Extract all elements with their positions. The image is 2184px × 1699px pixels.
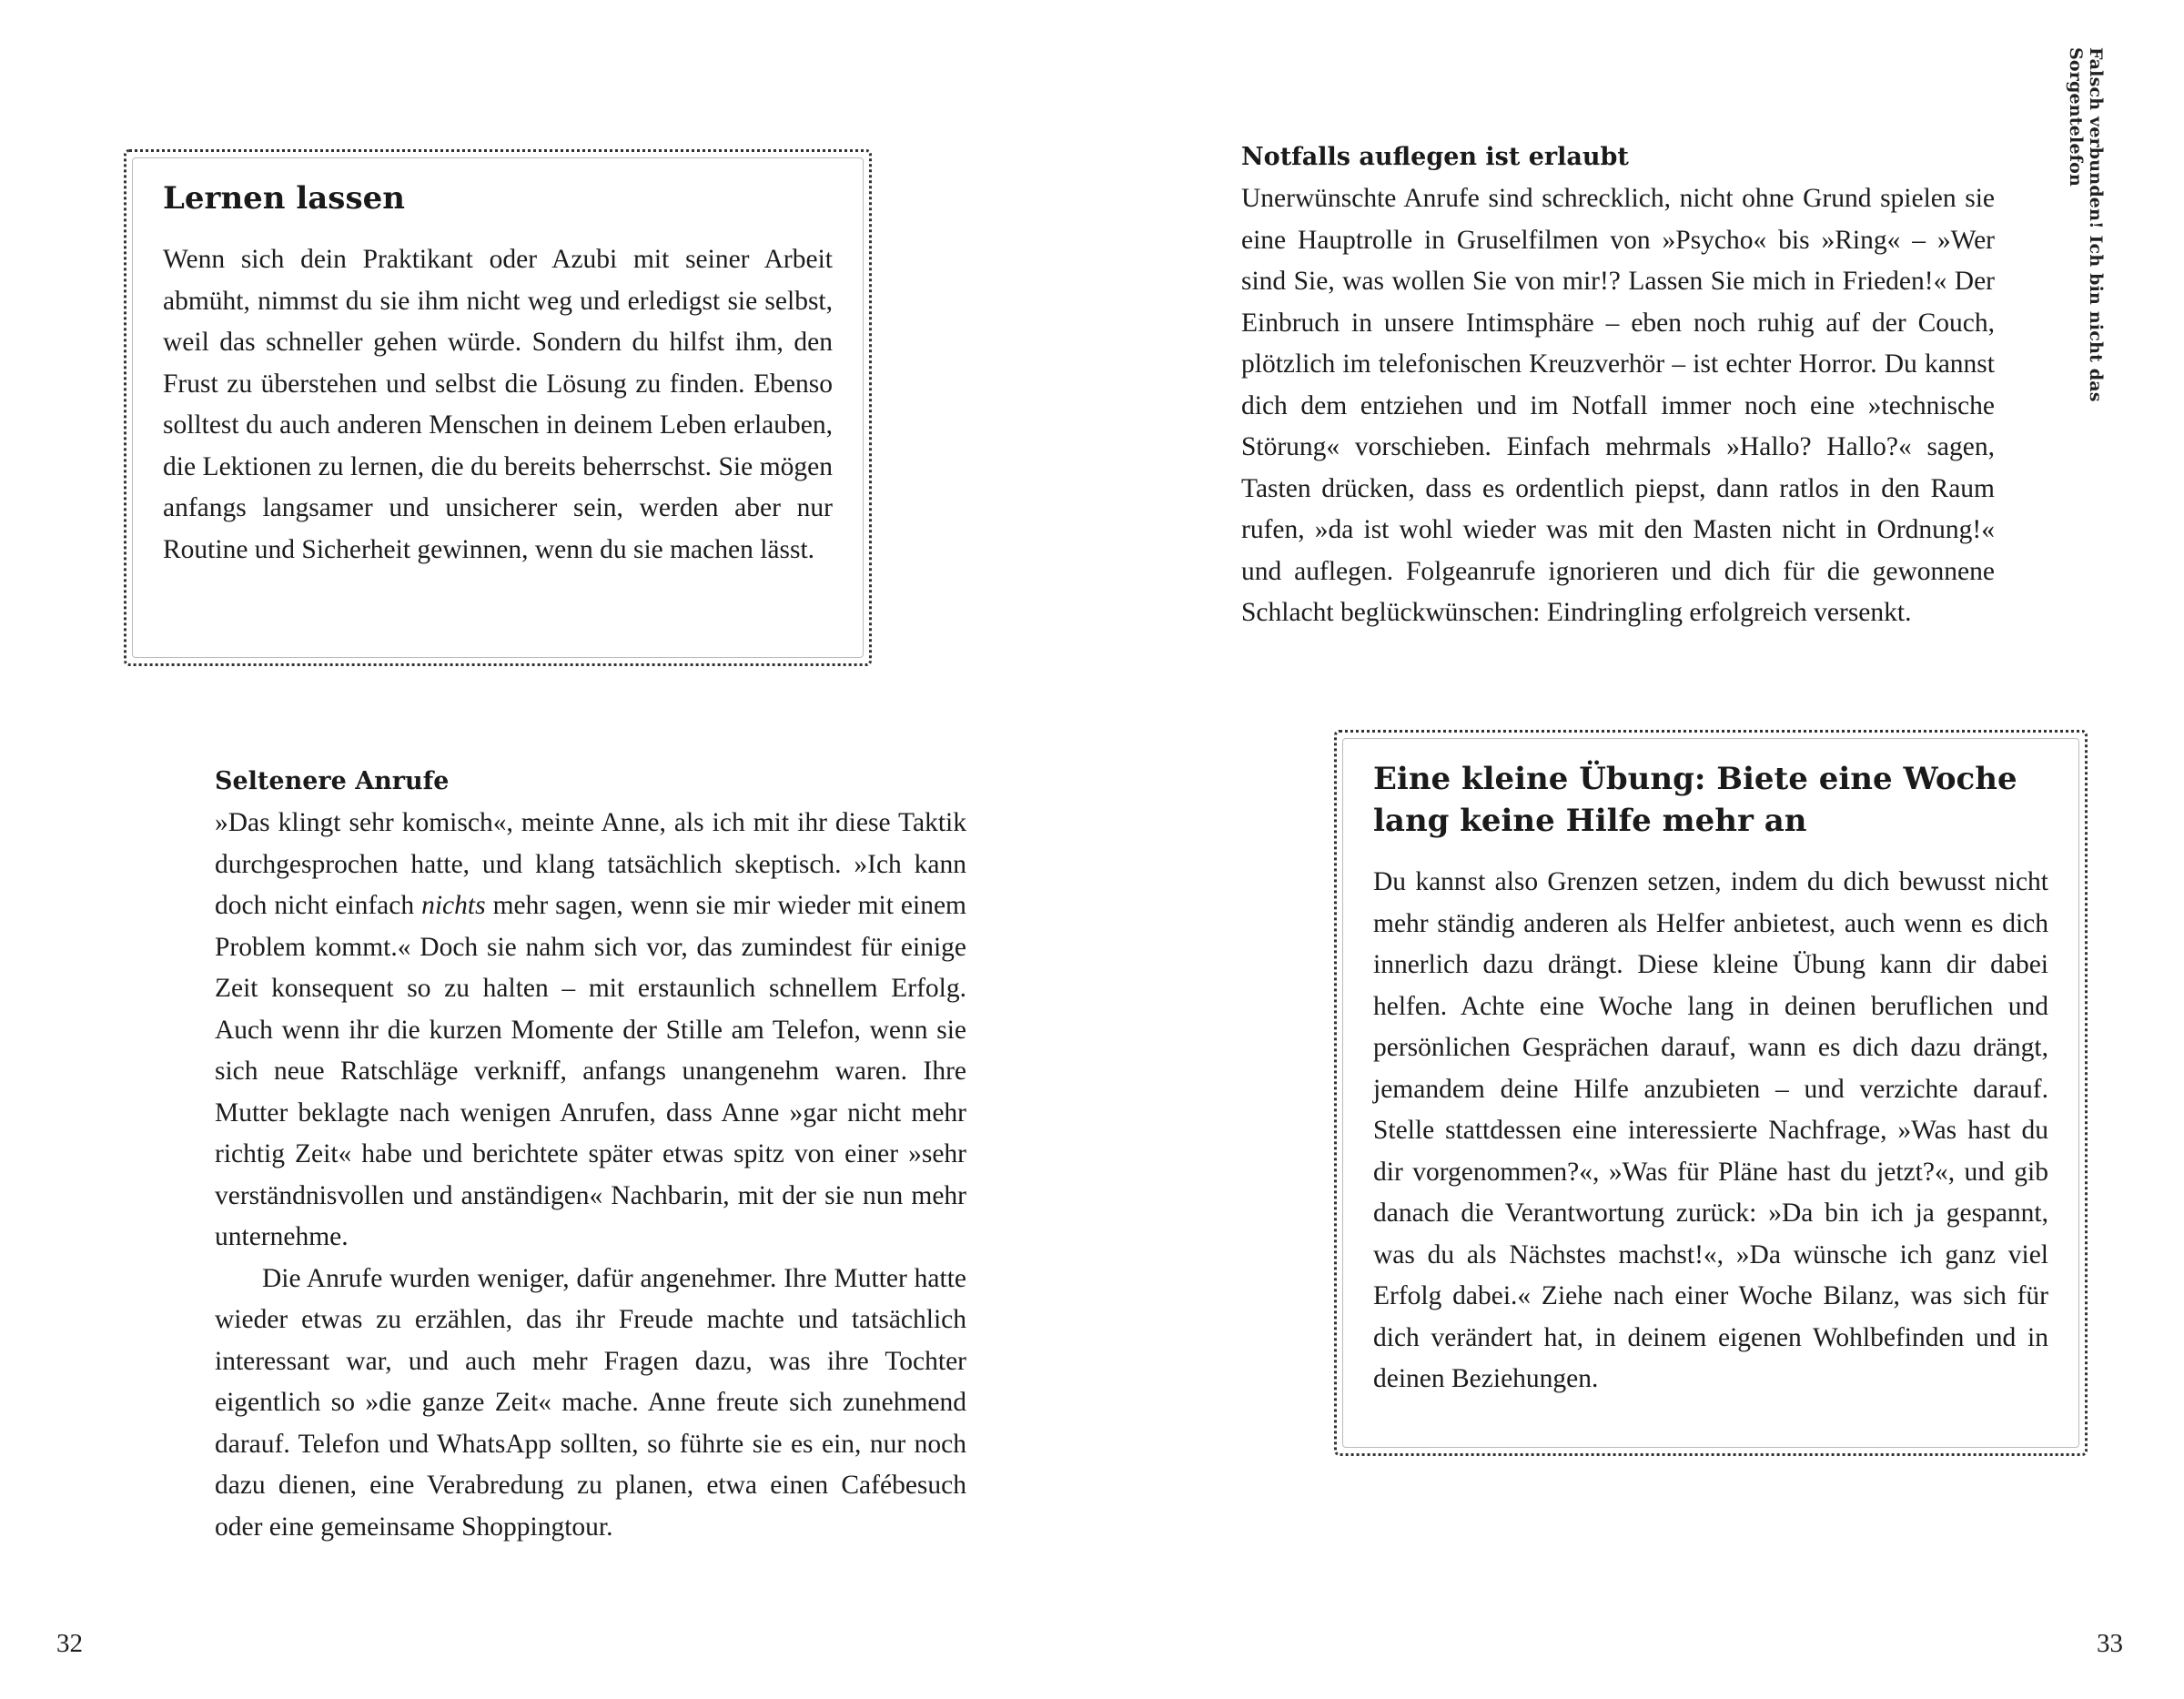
tip-box-title: Lernen lassen xyxy=(163,180,405,217)
body-paragraph: Unerwünschte Anrufe sind schrecklich, nicht ohne Grund spielen sie eine Hauptrolle in Gruselfilmen von »Psycho« bis »Ring« – »Wer sind Sie, was wollen Sie von mir!? Lassen Sie mich in Frieden!« Der Einbruch in unsere Intimsphäre – eben noch ruhig auf der Couch, plötzlich im telefonischen Kreuzverhör – ist echter Horror. Du kannst dich dem entziehen und im Notfall immer noch eine »technische Störung« vorschieben. Einfach mehrmals »Hallo? Hallo?« sagen, Tasten drücken, dass es ordentlich piepst, dann ratlos in den Raum rufen, »da ist wohl wieder was mit den Masten nicht in Ordnung!« und auflegen. Folgeanrufe ignorieren und dich für die gewonnene Schlacht beglückwünschen: Eindringling erfolgreich versenkt. xyxy=(1241,184,1995,627)
emphasis-text: nichts xyxy=(421,891,486,920)
section-notfalls-auflegen xyxy=(1241,137,1995,634)
tip-box-lernen-lassen xyxy=(124,149,872,666)
section-heading: Notfalls auflegen ist erlaubt xyxy=(1241,143,1629,171)
section-seltenere-anrufe xyxy=(215,761,966,1548)
right-page xyxy=(1092,0,2184,1699)
page-number: 33 xyxy=(2097,1629,2123,1658)
section-heading: Seltenere Anrufe xyxy=(215,767,450,795)
paragraph-text: mehr sagen, wenn sie mir wieder mit einem Problem kommt.« Doch sie nahm sich vor, das zumindest für einige Zeit konsequent so zu halten – mit erstaunlich schnellem Erfolg. Auch wenn ihr die kurzen Momente der Stille am Telefon, wenn sie sich neue Ratschläge verkniff, anfangs unangenehm waren. Ihre Mutter beklagte nach wenigen Anrufen, dass Anne »gar nicht mehr richtig Zeit« habe und berichtete später etwas spitz von einer »sehr verständnisvollen und anständigen« Nachbarin, mit der sie nun mehr unternehme. xyxy=(215,891,966,1251)
paragraph-text: »Das klingt sehr komisch«, meinte Anne, als ich mit ihr diese Taktik durchgesprochen hatte, und klang tatsächlich skeptisch. »Ich kann doch nicht einfach xyxy=(215,808,966,920)
exercise-box-text: Du kannst also Grenzen setzen, indem du dich bewusst nicht mehr ständig anderen als Helfer anbietest, auch wenn es dich innerlich dazu drängt. Diese kleine Übung kann dir dabei helfen. Achte eine Woche lang in deinen beruflichen und persönlichen Gesprächen darauf, wann es dich dazu drängt, jemandem deine Hilfe anzubieten – und verzichte darauf. Stelle stattdessen eine interessierte Nachfrage, »Was hast du dir vorgenommen?«, »Was für Pläne hast du jetzt?«, und gib danach die Verantwortung zurück: »Da bin ich ja gespannt, was du als Nächstes machst!«, »Da wünsche ich ganz viel Erfolg dabei.« Ziehe nach einer Woche Bilanz, was sich für dich verändert hat, in deinem eigenen Wohlbefinden und in deinen Beziehungen. xyxy=(1373,867,2048,1393)
running-head: Falsch verbunden! Ich bin nicht das Sorgentelefon xyxy=(2066,47,2106,402)
exercise-box xyxy=(1334,730,2088,1456)
body-paragraph xyxy=(215,803,966,1259)
page-number: 32 xyxy=(56,1629,83,1658)
tip-box-text: Wenn sich dein Praktikant oder Azubi mit seiner Arbeit abmüht, nimmst du sie ihm nicht weg und erledigst sie selbst, weil das schneller gehen würde. Sondern du hilfst ihm, den Frust zu überstehen und selbst die Lösung zu finden. Ebenso solltest du auch anderen Menschen in deinem Leben erlauben, die Lektionen zu lernen, die du bereits beherrschst. Sie mögen anfangs langsamer und unsicherer sein, werden aber nur Routine und Sicherheit gewinnen, wenn du sie machen lässt. xyxy=(163,245,833,564)
exercise-box-title: Eine kleine Übung: Biete eine Woche lang keine Hilfe mehr an xyxy=(1373,761,2017,839)
body-paragraph: Die Anrufe wurden weniger, dafür angenehmer. Ihre Mutter hatte wieder etwas zu erzählen, das ihr Freude machte und tatsächlich interessant war, und auch mehr Fragen dazu, was ihre Tochter eigentlich so »die ganze Zeit« mache. Anne freute sich zunehmend darauf. Telefon und WhatsApp sollten, so führte sie es ein, nur noch dazu dienen, eine Verabredung zu planen, etwa einen Cafébesuch oder eine gemeinsame Shoppingtour. xyxy=(215,1263,966,1542)
